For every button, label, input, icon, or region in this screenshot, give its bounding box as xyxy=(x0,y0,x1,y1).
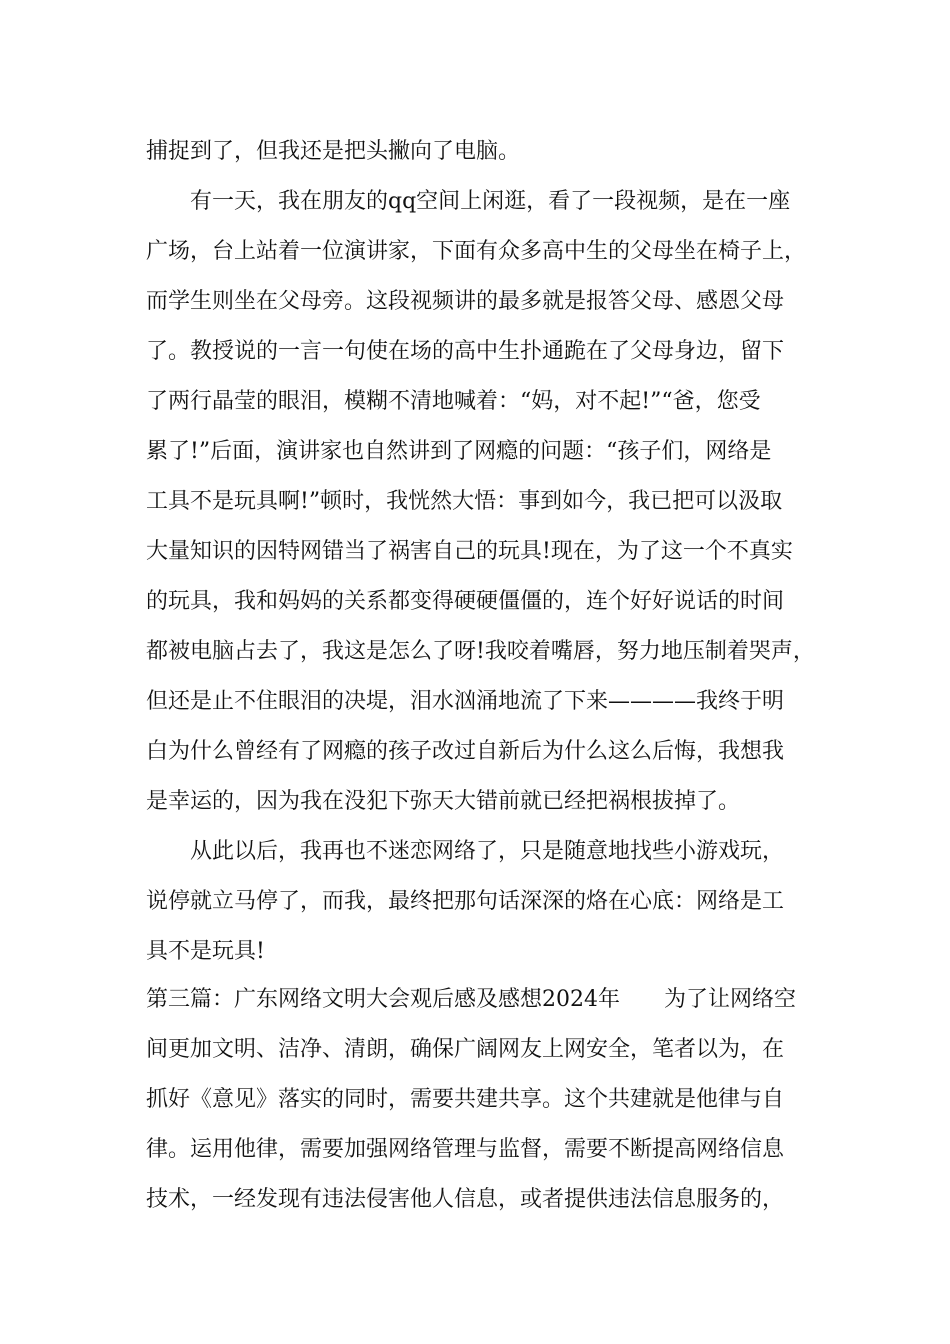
text-line: 是幸运的，因为我在没犯下弥天大错前就已经把祸根拔掉了。 xyxy=(146,789,741,814)
text-line: 技术，一经发现有违法侵害他人信息，或者提供违法信息服务的， xyxy=(146,1187,785,1212)
text-line: 有一天，我在朋友的qq空间上闲逛，看了一段视频，是在一座 xyxy=(190,189,791,214)
text-line: 了。教授说的一言一句使在场的高中生扑通跪在了父母身边，留下 xyxy=(146,339,785,364)
text-line: 白为什么曾经有了网瘾的孩子改过自新后为什么这么后悔，我想我 xyxy=(146,739,785,764)
text-line: 捕捉到了，但我还是把头撇向了电脑。 xyxy=(146,139,521,164)
text-line: 而学生则坐在父母旁。这段视频讲的最多就是报答父母、感恩父母 xyxy=(146,289,785,314)
section-heading-line: 第三篇：广东网络文明大会观后感及感想2024年 为了让网络空 xyxy=(146,987,796,1012)
text-line: 工具不是玩具啊!”顿时，我恍然大悟：事到如今，我已把可以汲取 xyxy=(146,489,783,514)
text-line: 具不是玩具! xyxy=(146,939,265,964)
text-line: 累了!”后面，演讲家也自然讲到了网瘾的问题：“孩子们，网络是 xyxy=(146,439,772,464)
text-line: 但还是止不住眼泪的决堤，泪水汹涌地流了下来————我终于明 xyxy=(146,689,785,714)
text-line: 大量知识的因特网错当了祸害自己的玩具!现在，为了这一个不真实 xyxy=(146,539,793,564)
text-line: 间更加文明、洁净、清朗，确保广阔网友上网安全，笔者以为，在 xyxy=(146,1037,785,1062)
text-line: 的玩具，我和妈妈的关系都变得硬硬僵僵的，连个好好说话的时间 xyxy=(146,589,785,614)
text-line: 说停就立马停了，而我，最终把那句话深深的烙在心底：网络是工 xyxy=(146,889,785,914)
text-line: 广场，台上站着一位演讲家，下面有众多高中生的父母坐在椅子上， xyxy=(146,239,807,264)
text-line: 了两行晶莹的眼泪，模糊不清地喊着：“妈，对不起!”“爸，您受 xyxy=(146,389,761,414)
text-line: 从此以后，我再也不迷恋网络了，只是随意地找些小游戏玩， xyxy=(190,839,785,864)
text-line: 都被电脑占去了，我这是怎么了呀!我咬着嘴唇，努力地压制着哭声， xyxy=(146,639,815,664)
text-line: 律。运用他律，需要加强网络管理与监督，需要不断提高网络信息 xyxy=(146,1137,785,1162)
text-line: 抓好《意见》落实的同时，需要共建共享。这个共建就是他律与自 xyxy=(146,1087,785,1112)
